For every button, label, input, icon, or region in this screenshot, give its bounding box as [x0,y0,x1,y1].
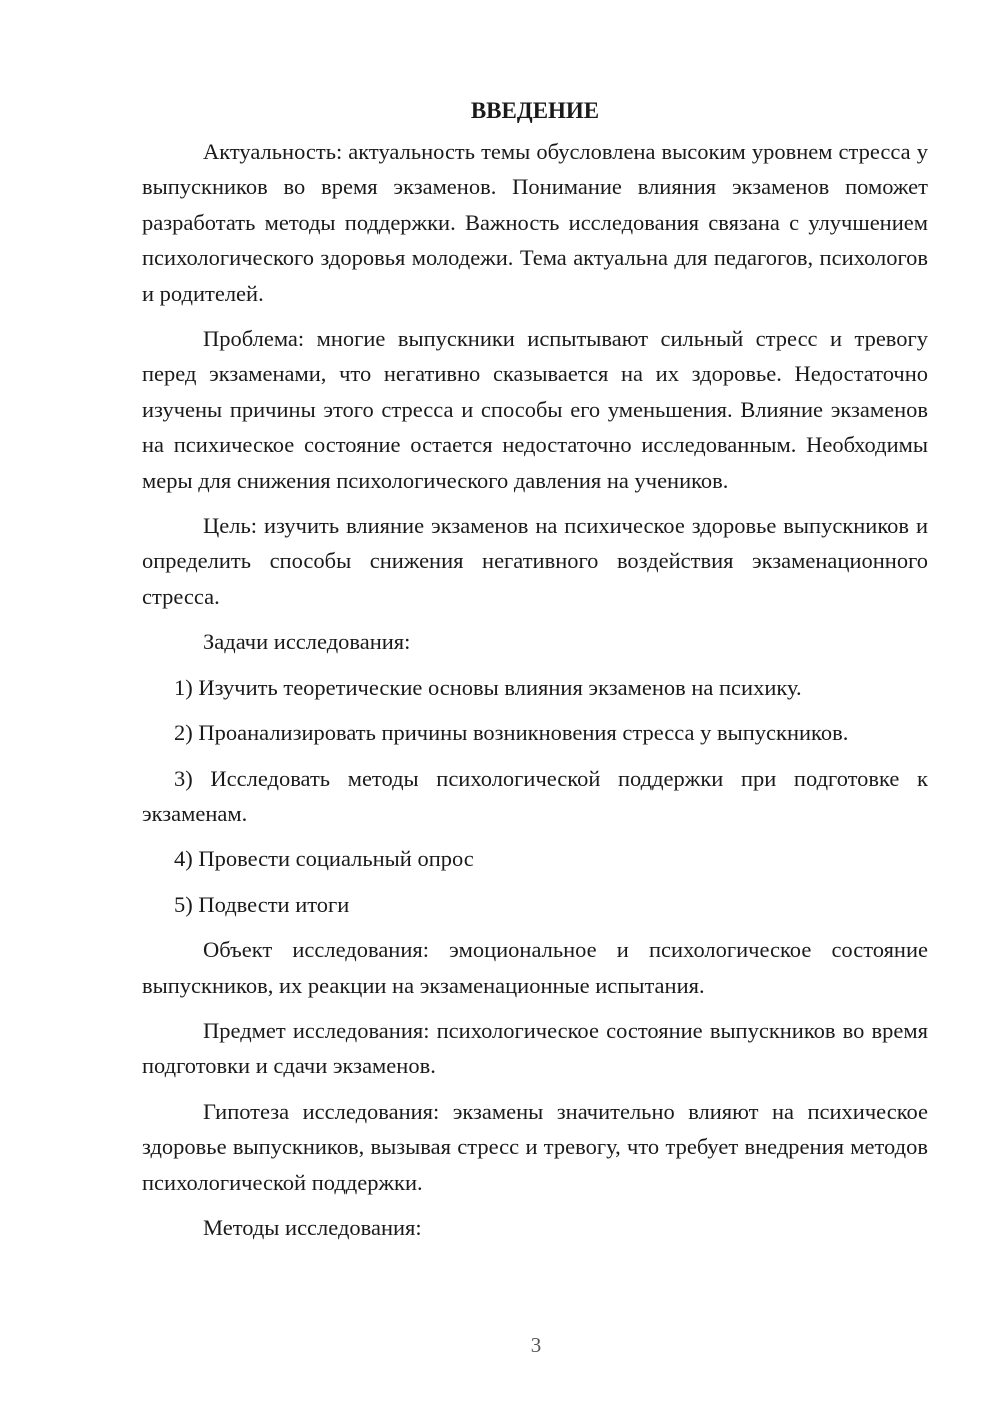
subject-paragraph: Предмет исследования: психологическое состояние выпускников во время подготовки и сдачи экзаменов. [142,1017,928,1079]
methods-title: Методы исследования: [203,1214,422,1240]
task-item-4: 4) Провести социальный опрос [174,846,474,872]
page-number: 3 [530,1333,542,1357]
problem-paragraph: Проблема: многие выпускники испытывают сильный стресс и тревогу перед экзаменами, что негативно сказывается на их здоровье. Недостаточно изучены причины этого стресса и способы его уменьшения. Влияние экзаменов на психическое состояние остается недостаточно исследованным. Необходимы меры для снижения психологического давления на учеников. [142,326,928,493]
tasks-title: Задачи исследования: [203,629,411,655]
task-item-3: 3) Исследовать методы психологической поддержки при подготовке к экзаменам. [142,765,928,826]
actuality-paragraph: Актуальность: актуальность темы обусловлена высоким уровнем стресса у выпускников во время экзаменов. Понимание влияния экзаменов поможет разработать методы поддержки. Важность исследования связана с улучшением психологического здоровья молодежи. Тема актуальна для педагогов, психологов и родителей. [142,139,928,306]
hypothesis-paragraph: Гипотеза исследования: экзамены значительно влияют на психическое здоровье выпускников, вызывая стресс и тревогу, что требует внедрения методов психологической поддержки. [142,1098,928,1195]
task-item-5: 5) Подвести итоги [174,891,350,917]
object-paragraph: Объект исследования: эмоциональное и психологическое состояние выпускников, их реакции на экзаменационные испытания. [142,937,928,998]
task-item-2: 2) Проанализировать причины возникновения стресса у выпускников. [174,720,849,746]
task-item-1: 1) Изучить теоретические основы влияния экзаменов на психику. [174,674,802,700]
section-heading: ВВЕДЕНИЕ [470,98,600,123]
document-body [142,94,928,1255]
goal-paragraph: Цель: изучить влияние экзаменов на психическое здоровье выпускников и определить способы снижения негативного воздействия экзаменационного стресса. [142,513,928,609]
